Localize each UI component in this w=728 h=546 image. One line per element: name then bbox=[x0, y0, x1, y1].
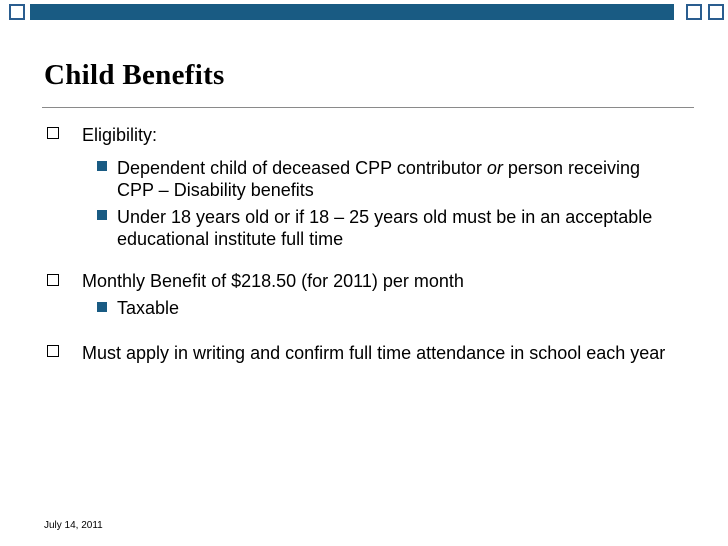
bullet-apply-in-writing: Must apply in writing and confirm full time attendance in school each year bbox=[82, 343, 666, 363]
slide-title: Child Benefits bbox=[44, 59, 225, 91]
square-icon bbox=[708, 4, 724, 20]
bullet-eligibility: Eligibility: bbox=[82, 125, 158, 145]
filled-square-bullet-icon bbox=[97, 302, 107, 312]
sub-bullet-emphasis: or bbox=[486, 158, 503, 178]
footer-date: July 14, 2011 bbox=[44, 520, 103, 531]
sub-bullet-text: Dependent child of deceased CPP contributor bbox=[117, 158, 487, 178]
title-divider bbox=[42, 107, 694, 108]
header-decoration bbox=[0, 0, 728, 22]
hollow-square-bullet-icon bbox=[47, 127, 59, 139]
sub-bullet-text: person receiving CPP – Disability benefits bbox=[117, 158, 640, 200]
sub-bullet-age: Under 18 years old or if 18 – 25 years old must be in an acceptable educational institute full time bbox=[117, 207, 653, 249]
filled-square-bullet-icon bbox=[97, 210, 107, 220]
square-icon bbox=[9, 4, 25, 20]
square-icon bbox=[686, 4, 702, 20]
bullet-monthly-benefit: Monthly Benefit of $218.50 (for 2011) per month bbox=[82, 271, 464, 291]
filled-square-bullet-icon bbox=[97, 161, 107, 171]
header-band bbox=[30, 4, 674, 20]
hollow-square-bullet-icon bbox=[47, 345, 59, 357]
sub-bullet-taxable: Taxable bbox=[117, 298, 180, 318]
hollow-square-bullet-icon bbox=[47, 274, 59, 286]
sub-bullet-dependent-child bbox=[117, 157, 657, 201]
